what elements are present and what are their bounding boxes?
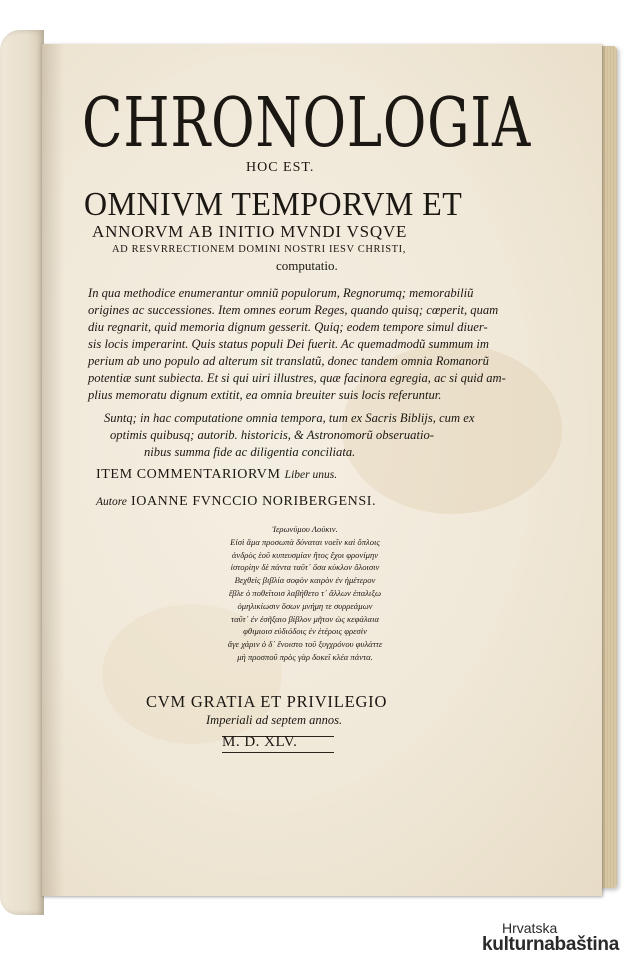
heading-line-3: AD RESVRRECTIONEM DOMINI NOSTRI IESV CHRISTI, (112, 244, 406, 255)
paragraph-line: plius memoratu dignum extitit, ea omnia breuiter suis locis referuntur. (88, 388, 442, 402)
verse-line: ταῦτ᾽ ἐν ἐσῆξαιο βίβλον μῆτον ὡς κεφάλαια (231, 613, 379, 624)
paragraph-line: sis locis imperarint. Quis status populi Dei fuerit. Ac quemadmodũ summum im (88, 337, 490, 351)
verse-line: μὴ προσποῦ πρὸς γὰρ δοκεῖ κλέα πάντα. (237, 651, 373, 662)
privilege-line: CVM GRATIA ET PRIVILEGIO (146, 692, 388, 711)
heading-line-2: ANNORVM AB INITIO MVNDI VSQVE (92, 222, 408, 241)
hoc-est-line: HOC EST. (246, 160, 315, 175)
commentary-line (96, 467, 337, 483)
author-name: IOANNE FVNCCIO NORIBERGENSI. (130, 494, 377, 509)
heading-line-4: computatio. (276, 258, 338, 273)
commentary-count: Liber unus. (284, 469, 338, 481)
heading-line-1: OMNIVM TEMPORVM ET (84, 186, 463, 223)
paragraph-line: potentiæ sunt subiecta. Et si qui uiri illustres, quæ facinora egregia, ac si quid am- (88, 371, 506, 385)
paragraph-line: optimis quibusq; autorib. historicis, & Astronomorũ obseruatio- (110, 428, 434, 442)
paragraph-line: perium ab uno populo ad alterum sit translatũ, donec tandem omnia Romanorũ (88, 354, 489, 368)
date-rule-bottom (222, 752, 334, 753)
verse-line: Βεχθεὶς βιβλία σοφὸν καιρὸν ἐν ἡμέτερον (234, 575, 376, 586)
verse-line: Εἰσὶ ἅμα προσωπὰ δύναται νοεῖν καὶ ὅπλοις (230, 536, 380, 547)
verse-line: ἱστορίην δὲ πάντα ταῦτ᾽ ὅσα κύκλον ὅλοισιν (230, 562, 380, 573)
watermark-line-1: Hrvatska (502, 920, 558, 936)
author-line (96, 494, 376, 510)
verse-line: φθιμιοισ εὐδιόδοις ἐν ἑτέροις φρεσὶν (243, 626, 367, 637)
description-paragraph (88, 285, 506, 404)
author-label: Autore (96, 496, 127, 508)
book-title: CHRONOLOGIA (82, 84, 532, 163)
watermark-logo (482, 921, 619, 954)
verse-line: ἔβλε ὁ ποθεῖτοισ λαβήθετο τ᾽ ἄλλων ἐπαλιξω (228, 587, 382, 598)
paragraph-line: nibus summa fide ac diligentia conciliata. (144, 445, 356, 459)
verse-line: ὁμηλικίωσιν ὅσων μνήμη τε συρρεάμων (237, 600, 373, 611)
verse-line: ἄγε χάριν ὁ δ᾽ ἔνοιστο τοῦ ξυγχρόνου φυλάττε (227, 639, 383, 650)
commentary-title: ITEM COMMENTARIORVM (96, 467, 281, 482)
paragraph-line: In qua methodice enumerantur omniũ populorum, Regnorumq; memorabiliũ (88, 286, 474, 300)
paragraph-line: origines ac successiones. Item omnes eorum Reges, quando quisq; cœperit, quam (88, 303, 499, 317)
paragraph-line: diu regnarit, quid memoria dignum gesserit. Quiq; eodem tempore simul diuer- (88, 320, 488, 334)
publication-date: M. D. XLV. (222, 734, 298, 750)
sources-paragraph (104, 410, 474, 461)
verse-line: ἀνδρὸς ἑοῦ κυπευσμίαν ἥτος ἔχοι φρονίμην (231, 549, 379, 560)
paragraph-line: Suntq; in hac computatione omnia tempora, tum ex Sacris Biblijs, cum ex (104, 411, 475, 425)
watermark-line-2: kulturnabaština (482, 934, 619, 955)
greek-verse (200, 523, 410, 664)
privilege-subline: Imperiali ad septem annos. (206, 713, 343, 727)
book-cover-edge (0, 30, 44, 915)
verse-line: Ἱερωνύμου Λούκιν. (272, 524, 338, 534)
